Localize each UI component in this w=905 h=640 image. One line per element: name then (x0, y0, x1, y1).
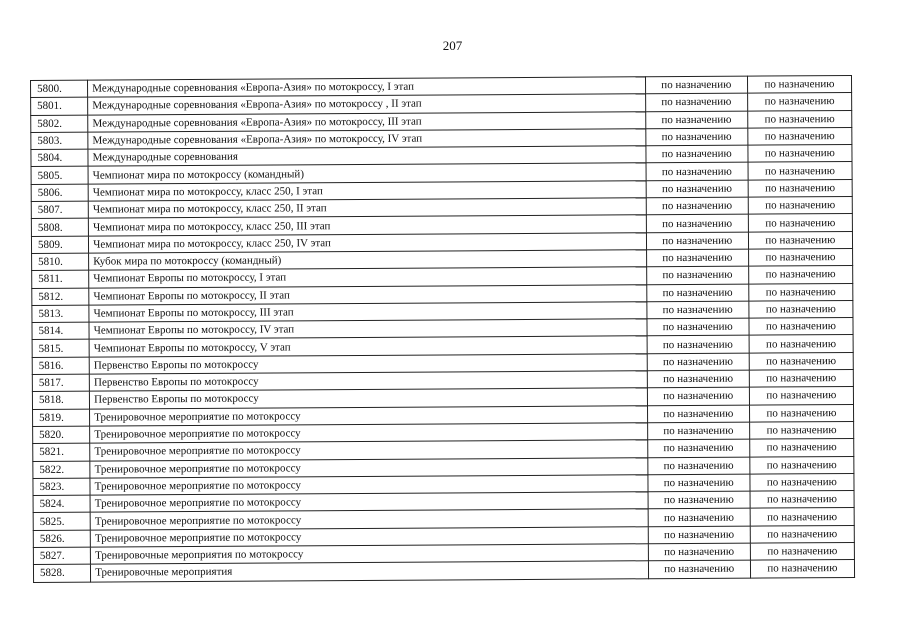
event-name-cell: Международные соревнования «Европа-Азия» по мотокроссу, III этап (88, 111, 646, 132)
assignment-cell-a: по назначению (647, 336, 749, 354)
row-number-cell: 5812. (32, 288, 89, 306)
row-number-cell: 5801. (31, 97, 88, 115)
assignment-cell-b: по назначению (750, 508, 854, 526)
event-name-cell: Чемпионат Европы по мотокроссу, V этап (89, 336, 647, 357)
assignment-cell-a: по назначению (646, 266, 748, 284)
row-number-cell: 5828. (33, 564, 90, 582)
row-number-cell: 5811. (32, 270, 89, 288)
event-name-cell: Международные соревнования «Европа-Азия» по мотокроссу, IV этап (88, 129, 646, 150)
assignment-cell-b: по назначению (749, 370, 853, 388)
event-name-cell: Тренировочное мероприятие по мотокроссу (90, 526, 648, 547)
assignment-cell-b: по назначению (749, 318, 853, 336)
assignment-cell-a: по назначению (646, 163, 748, 181)
assignment-cell-a: по назначению (646, 249, 748, 267)
row-number-cell: 5806. (31, 184, 88, 202)
row-number-cell: 5803. (31, 132, 88, 150)
assignment-cell-b: по назначению (748, 127, 852, 145)
event-name-cell: Тренировочное мероприятие по мотокроссу (90, 457, 648, 478)
row-number-cell: 5822. (33, 461, 90, 479)
row-number-cell: 5820. (33, 426, 90, 444)
assignment-cell-a: по назначению (647, 301, 749, 319)
row-number-cell: 5816. (32, 357, 89, 375)
assignment-cell-b: по назначению (750, 525, 854, 543)
assignment-cell-b: по назначению (750, 439, 854, 457)
assignment-cell-b: по назначению (749, 404, 853, 422)
page-number: 207 (442, 38, 463, 53)
assignment-cell-a: по назначению (645, 111, 747, 129)
row-number-cell: 5810. (32, 253, 89, 271)
assignment-cell-a: по назначению (648, 543, 750, 561)
row-number-cell: 5809. (31, 236, 88, 254)
assignment-cell-a: по назначению (647, 353, 749, 371)
assignment-cell-a: по назначению (647, 318, 749, 336)
event-name-cell: Международные соревнования «Европа-Азия» по мотокроссу , II этап (88, 94, 646, 115)
event-name-cell: Чемпионат Европы по мотокроссу, IV этап (89, 319, 647, 340)
assignment-cell-a: по назначению (646, 145, 748, 163)
assignment-cell-a: по назначению (646, 128, 748, 146)
assignment-cell-a: по назначению (647, 405, 749, 423)
row-number-cell: 5827. (33, 547, 90, 565)
event-name-cell: Тренировочное мероприятие по мотокроссу (90, 423, 648, 444)
assignment-cell-a: по назначению (646, 284, 748, 302)
assignment-cell-b: по назначению (747, 75, 851, 93)
event-name-cell: Чемпионат мира по мотокроссу, класс 250, I этап (88, 181, 646, 202)
assignment-cell-b: по назначению (748, 179, 852, 197)
event-name-cell: Первенство Европы по мотокроссу (89, 353, 647, 374)
assignment-cell-b: по назначению (748, 110, 852, 128)
event-name-cell: Международные соревнования «Европа-Азия» по мотокроссу, I этап (88, 77, 646, 98)
assignment-cell-b: по назначению (749, 387, 853, 405)
event-name-cell: Тренировочное мероприятие по мотокроссу (90, 509, 648, 530)
event-name-cell: Чемпионат Европы по мотокроссу, II этап (89, 284, 647, 305)
event-name-cell: Тренировочные мероприятия по мотокроссу (91, 544, 649, 565)
event-name-cell: Тренировочные мероприятия (91, 561, 649, 582)
event-name-cell: Чемпионат мира по мотокроссу (командный) (88, 163, 646, 184)
assignment-cell-b: по назначению (750, 560, 854, 578)
assignment-cell-a: по назначению (648, 526, 750, 544)
assignment-cell-a: по назначению (648, 474, 750, 492)
assignment-cell-b: по назначению (749, 300, 853, 318)
assignment-cell-b: по назначению (747, 93, 851, 111)
assignment-cell-b: по назначению (749, 283, 853, 301)
row-number-cell: 5825. (33, 513, 90, 531)
row-number-cell: 5815. (32, 340, 89, 358)
event-name-cell: Первенство Европы по мотокроссу (89, 371, 647, 392)
assignment-cell-a: по назначению (646, 214, 748, 232)
row-number-cell: 5802. (31, 115, 88, 133)
row-number-cell: 5821. (33, 443, 90, 461)
row-number-cell: 5817. (32, 374, 89, 392)
event-name-cell: Международные соревнования (88, 146, 646, 167)
assignment-cell-a: по назначению (648, 509, 750, 527)
row-number-cell: 5804. (31, 149, 88, 167)
event-name-cell: Чемпионат Европы по мотокроссу, III этап (89, 302, 647, 323)
assignment-cell-b: по назначению (748, 248, 852, 266)
assignment-cell-b: по назначению (750, 456, 854, 474)
assignment-cell-a: по назначению (647, 422, 749, 440)
assignment-cell-a: по назначению (646, 180, 748, 198)
assignment-cell-a: по назначению (646, 232, 748, 250)
event-name-cell: Тренировочное мероприятие по мотокроссу (90, 475, 648, 496)
events-table-body (31, 75, 855, 582)
event-name-cell: Тренировочное мероприятие по мотокроссу (90, 492, 648, 513)
event-name-cell: Чемпионат мира по мотокроссу, класс 250, III этап (89, 215, 647, 236)
events-table (30, 75, 855, 583)
assignment-cell-b: по назначению (750, 491, 854, 509)
assignment-cell-a: по назначению (645, 93, 747, 111)
row-number-cell: 5823. (33, 478, 90, 496)
event-name-cell: Кубок мира по мотокроссу (командный) (89, 250, 647, 271)
event-name-cell: Чемпионат Европы по мотокроссу, I этап (89, 267, 647, 288)
assignment-cell-a: по назначению (645, 76, 747, 94)
row-number-cell: 5819. (33, 409, 90, 427)
assignment-cell-a: по назначению (648, 457, 750, 475)
event-name-cell: Чемпионат мира по мотокроссу, класс 250, IV этап (89, 232, 647, 253)
row-number-cell: 5807. (31, 201, 88, 219)
assignment-cell-b: по назначению (748, 231, 852, 249)
assignment-cell-b: по назначению (748, 145, 852, 163)
row-number-cell: 5800. (31, 80, 88, 98)
event-name-cell: Первенство Европы по мотокроссу (90, 388, 648, 409)
row-number-cell: 5805. (31, 167, 88, 185)
row-number-cell: 5818. (32, 391, 89, 409)
assignment-cell-b: по назначению (749, 421, 853, 439)
assignment-cell-b: по назначению (750, 473, 854, 491)
assignment-cell-a: по назначению (647, 370, 749, 388)
row-number-cell: 5826. (33, 530, 90, 548)
assignment-cell-a: по назначению (646, 197, 748, 215)
assignment-cell-b: по назначению (748, 162, 852, 180)
assignment-cell-a: по назначению (648, 560, 750, 578)
assignment-cell-b: по назначению (748, 266, 852, 284)
event-name-cell: Чемпионат мира по мотокроссу, класс 250, II этап (88, 198, 646, 219)
assignment-cell-b: по назначению (750, 542, 854, 560)
row-number-cell: 5813. (32, 305, 89, 323)
assignment-cell-a: по назначению (647, 439, 749, 457)
row-number-cell: 5808. (31, 219, 88, 237)
event-name-cell: Тренировочное мероприятие по мотокроссу (90, 440, 648, 461)
assignment-cell-b: по назначению (748, 197, 852, 215)
event-name-cell: Тренировочное мероприятие по мотокроссу (90, 405, 648, 426)
assignment-cell-b: по назначению (749, 352, 853, 370)
assignment-cell-a: по назначению (648, 491, 750, 509)
row-number-cell: 5824. (33, 495, 90, 513)
assignment-cell-a: по назначению (647, 387, 749, 405)
assignment-cell-b: по назначению (749, 335, 853, 353)
assignment-cell-b: по назначению (748, 214, 852, 232)
row-number-cell: 5814. (32, 322, 89, 340)
